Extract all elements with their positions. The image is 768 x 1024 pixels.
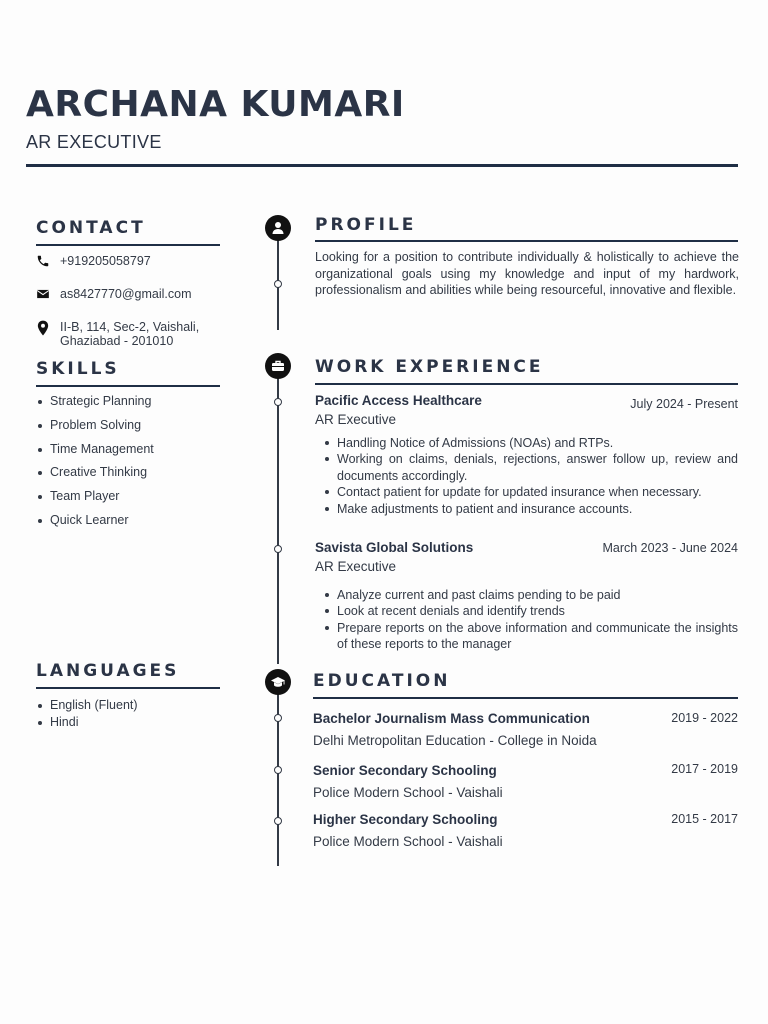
education-degree: Bachelor Journalism Mass Communication: [313, 711, 590, 726]
timeline-line-profile: [277, 228, 279, 330]
job-role: AR Executive: [315, 412, 397, 427]
education-graduation-cap-icon: [265, 669, 291, 695]
skills-divider: [36, 385, 220, 387]
timeline-line-experience: [277, 366, 279, 664]
candidate-name: ARCHANA KUMARI: [26, 84, 405, 125]
job-duty-item: Prepare reports on the above information and communicate the insights of these reports to the manager: [322, 620, 738, 653]
education-school: Police Modern School - Vaishali: [313, 834, 503, 849]
profile-heading: PROFILE: [315, 215, 417, 235]
contact-divider: [36, 244, 220, 246]
job-dates: July 2024 - Present: [630, 397, 738, 411]
job-company: Savista Global Solutions: [315, 540, 474, 555]
education-degree: Higher Secondary Schooling: [313, 812, 498, 827]
profile-user-icon: [265, 215, 291, 241]
education-years: 2017 - 2019: [671, 762, 738, 776]
profile-summary: Looking for a position to contribute individually & holistically to achieve the organizational goals using my knowledge and input of my hardwork, professionalism and abilities while being resourceful, innovative and flexible.: [315, 250, 739, 297]
skills-heading: SKILLS: [36, 359, 120, 379]
contact-address-line2: Ghaziabad - 201010: [60, 334, 174, 348]
location-pin-icon: [36, 320, 52, 336]
job-duty-item: Look at recent denials and identify trends: [322, 603, 738, 619]
email-icon: [36, 287, 52, 303]
timeline-line-education: [277, 682, 279, 866]
contact-address-line1: II-B, 114, Sec-2, Vaishali,: [60, 320, 200, 334]
education-years: 2019 - 2022: [671, 711, 738, 725]
skill-item: Creative Thinking: [36, 465, 154, 489]
phone-icon: [36, 254, 52, 270]
languages-list: [36, 698, 138, 732]
skill-item: Strategic Planning: [36, 394, 154, 418]
job-duties-list: [322, 435, 738, 517]
contact-email: as8427770@gmail.com: [60, 287, 192, 301]
job-duty-item: Handling Notice of Admissions (NOAs) and RTPs.: [322, 435, 738, 451]
timeline-dot: [274, 398, 282, 406]
timeline-dot: [274, 545, 282, 553]
skill-item: Quick Learner: [36, 513, 154, 537]
timeline-dot: [274, 766, 282, 774]
job-duties-list: [322, 587, 738, 653]
education-school: Delhi Metropolitan Education - College in Noida: [313, 733, 597, 748]
contact-email-row: [36, 287, 192, 303]
profile-divider: [315, 240, 738, 242]
timeline-dot: [274, 714, 282, 722]
education-divider: [313, 697, 738, 699]
work-briefcase-icon: [265, 353, 291, 379]
language-item: English (Fluent): [36, 698, 138, 715]
skill-item: Time Management: [36, 442, 154, 466]
contact-address-row: [36, 320, 199, 348]
contact-phone-row: [36, 254, 151, 270]
contact-phone: +919205058797: [60, 254, 151, 268]
header-divider: [26, 164, 738, 167]
contact-address: [60, 320, 199, 348]
skill-item: Team Player: [36, 489, 154, 513]
job-duty-item: Working on claims, denials, rejections, answer follow up, review and documents accordingly.: [322, 451, 738, 484]
skill-item: Problem Solving: [36, 418, 154, 442]
education-school: Police Modern School - Vaishali: [313, 785, 503, 800]
work-experience-heading: WORK EXPERIENCE: [315, 357, 544, 377]
languages-heading: LANGUAGES: [36, 661, 180, 681]
job-duty-item: Make adjustments to patient and insurance accounts.: [322, 501, 738, 517]
language-item: Hindi: [36, 715, 138, 732]
job-dates: March 2023 - June 2024: [602, 541, 738, 555]
timeline-dot: [274, 280, 282, 288]
languages-divider: [36, 687, 220, 689]
education-years: 2015 - 2017: [671, 812, 738, 826]
contact-heading: CONTACT: [36, 218, 146, 238]
job-duty-item: Analyze current and past claims pending to be paid: [322, 587, 738, 603]
job-role: AR Executive: [315, 559, 397, 574]
education-heading: EDUCATION: [313, 671, 451, 691]
work-experience-divider: [315, 383, 738, 385]
timeline-dot: [274, 817, 282, 825]
skills-list: [36, 394, 154, 537]
candidate-title: AR EXECUTIVE: [26, 132, 162, 152]
job-company: Pacific Access Healthcare: [315, 393, 482, 408]
education-degree: Senior Secondary Schooling: [313, 763, 497, 778]
job-duty-item: Contact patient for update for updated insurance when necessary.: [322, 484, 738, 500]
